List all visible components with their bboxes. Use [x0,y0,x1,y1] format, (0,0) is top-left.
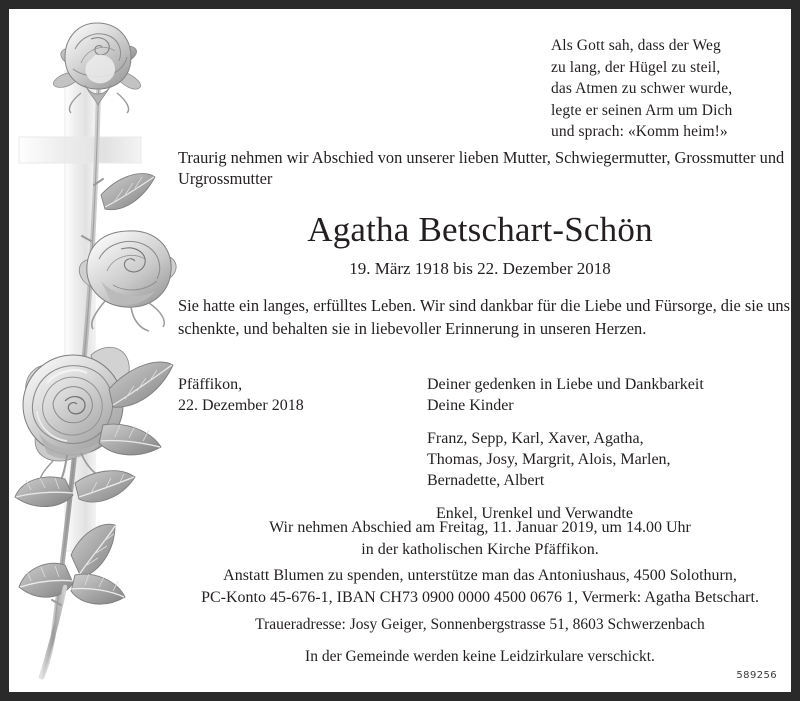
notice-sheet [9,9,791,692]
donation-request [169,565,791,609]
frame-border-right [791,0,800,701]
place-name: Pfäffikon, [178,376,243,393]
memorial-poem [551,35,791,143]
deceased-name: Agatha Betschart-Schön [307,210,653,249]
no-circulars-note: In der Gemeinde werden keine Leidzirkulare verschickt. [305,648,655,665]
family-signature-block [427,374,787,524]
poem-line: Als Gott sah, dass der Weg [551,37,721,54]
frame-border-top [0,0,800,9]
life-dates: 19. März 1918 bis 22. Dezember 2018 [349,259,611,278]
announcement-lede: Traurig nehmen wir Abschied von unserer lieben Mutter, Schwiegermutter, Grossmutter und Urgrossmutter [178,148,785,188]
dedication-group [427,374,787,416]
roses-with-cross-illustration [9,9,179,692]
service-line: in der katholischen Kirche Pfäffikon. [361,541,599,558]
children-line: Franz, Sepp, Karl, Xaver, Agatha, [427,430,644,447]
service-line: Wir nehmen Abschied am Freitag, 11. Januar 2019, um 14.00 Uhr [269,519,691,536]
signatory-line: Deine Kinder [427,397,514,414]
poem-line: das Atmen zu schwer wurde, [551,80,733,97]
children-line: Bernadette, Albert [427,472,545,489]
children-names-group [427,428,787,491]
frame-border-left [0,0,9,701]
rose-middle [79,231,176,331]
children-line: Thomas, Josy, Margrit, Alois, Marlen, [427,451,671,468]
funeral-service-details [169,517,791,561]
poem-line: zu lang, der Hügel zu steil, [551,58,721,76]
donation-line: Anstatt Blumen zu spenden, unterstütze man das Antoniushaus, 4500 Solothurn, [223,567,737,584]
dedication-line: Deiner gedenken in Liebe und Dankbarkeit [427,376,704,393]
frame-border-bottom [0,692,800,701]
rose-leaf-upper [101,174,155,210]
reference-number: 589256 [736,670,777,681]
rose-leaf-right-lower [99,424,161,455]
relatives-line: Enkel, Urenkel und Verwandte [436,505,633,522]
tribute-paragraph: Sie hatte ein langes, erfülltes Leben. Wir sind dankbar für die Liebe und Fürsorge, die sie uns schenkte, und behalten sie in liebevoller Erinnerung in unseren Herzen. [178,296,790,338]
mourning-address: Traueradresse: Josy Geiger, Sonnenbergstrasse 51, 8603 Schwerzenbach [255,616,705,633]
donation-line: PC-Konto 45-676-1, IBAN CH73 0900 0000 4500 0676 1, Vermerk: Agatha Betschart. [201,589,759,606]
poem-line: und sprach: «Komm heim!» [551,123,728,140]
notice-text-column [169,9,791,692]
rose-leaf-mid-left [15,477,73,507]
place-and-date-block [178,374,408,416]
place-date: 22. Dezember 2018 [178,397,304,414]
poem-line: legte er seinen Arm um Dich [551,101,733,119]
